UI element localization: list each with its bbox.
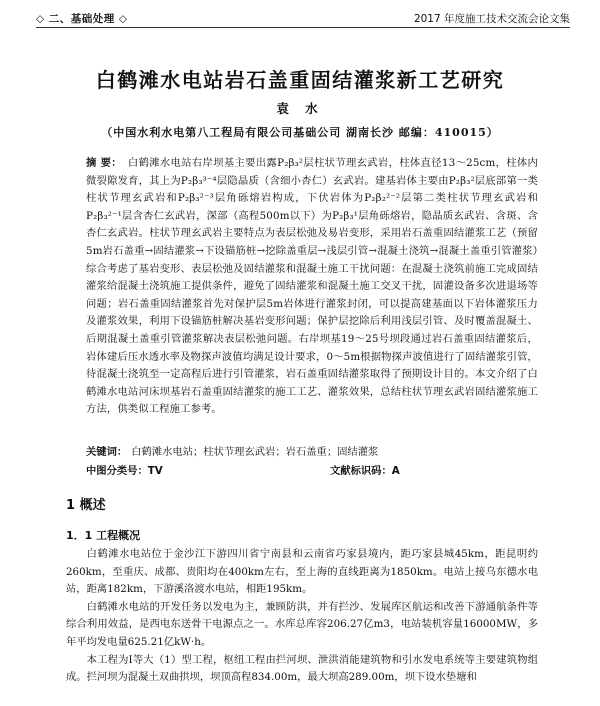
keywords (86, 443, 538, 458)
classification-line (86, 462, 538, 477)
keywords-text: 白鹤滩水电站；柱状节理玄武岩；岩石盖重；固结灌浆 (131, 446, 379, 458)
header-section-label: ◇ 二、基础处理 ◇ (36, 13, 128, 25)
document-code: 文献标识码：A (330, 465, 400, 477)
subsection-heading: 1．1 工程概况 (66, 529, 141, 542)
body-text (66, 546, 538, 687)
section-heading: 1 概述 (66, 498, 106, 513)
running-header (36, 9, 570, 28)
keywords-label: 关键词： (86, 446, 128, 458)
author: 袁 水 (276, 101, 324, 116)
clc-number: 中图分类号：TV (86, 465, 163, 477)
paper-title: 白鹤滩水电站岩石盖重固结灌浆新工艺研究 (95, 68, 505, 92)
header-proceedings-title: 2017 年度施工技术交流会论文集 (413, 13, 570, 25)
affiliation: （中国水利水电第八工程局有限公司基础公司 湖南长沙 邮编：410015） (101, 126, 499, 139)
paragraph: 白鹤滩水电站的开发任务以发电为主，兼顾防洪，并有拦沙、发展库区航运和改善下游通航条件等综合利用效益，是西电东送骨干电源点之一。水库总库容206.27亿m3，电站装机容量16000MW，多年平均发电量625.21亿kW·h。 (66, 600, 538, 648)
paragraph: 白鹤滩水电站位于金沙江下游四川省宁南县和云南省巧家县境内，距巧家县城45km，距昆明约260km，至重庆、成都、贵阳均在400km左右，至上海的直线距离为1850km。电站上接乌东德水电站，距离182km，下游溪洛渡水电站，相距195km。 (66, 548, 538, 596)
abstract-label: 摘 要： (86, 157, 122, 169)
abstract (86, 155, 538, 419)
abstract-text: 白鹤滩水电站右岸坝基主要出露P₂β₃²层柱状节理玄武岩，柱体直径13～25cm，柱体内微裂隙发育，其上为P₂β₃³⁻⁴层隐晶质（含细小杏仁）玄武岩。建基岩体主要由P₂β₃²层底部第一类柱状节理玄武岩和P₂β₃²⁻³层角砾熔岩构成，下伏岩体为P₂β₂²⁻²层第二类柱状节理玄武岩和P₂β₃²⁻¹层含杏仁玄武岩，深部（高程500m以下）为P₂β₃¹层角砾熔岩，隐晶质玄武岩、含斑、含杏仁玄武岩。柱状节理玄武岩主要特点为表层松弛及易岩变形，采用岩石盖重固结灌浆工艺（预留5m岩石盖重→固结灌浆→下设锚筋桩→挖除盖重层→浅层引管→混凝土浇筑→混凝土盖重引管灌浆）综合考虑了基岩变形、表层松弛及固结灌浆和混凝土施工干扰问题：在混凝土浇筑前施工完成固结灌浆给混凝土浇筑施工提供条件，避免了固结灌浆和混凝土施工交叉干扰，固灌设备多次进退场等问题；岩石盖重固结灌浆首先对保护层5m岩体进行灌浆封闭，可以提高建基面以下岩体灌浆压力及灌浆效果，利用下设锚筋桩解决基岩变形问题；保护层挖除后利用浅层引管、及时覆盖混凝土、后期混凝土盖重引管灌浆解决表层松弛问题。右岸坝基19～25号坝段通过岩石盖重固结灌浆后，岩体建后压水透水率及物探声波值均满足设计要求，0～5m根据物探声波值进行了固结灌浆引管，待混凝土浇筑至一定高程后进行引管灌浆，岩石盖重固结灌浆取得了预期设计目的。本文介绍了白鹤滩水电站河床坝基岩石盖重固结灌浆的施工工艺、灌浆效果，总结柱状节理玄武岩固结灌浆施工方法，供类似工程施工参考。 (86, 157, 539, 416)
paragraph: 本工程为Ⅰ等大（1）型工程，枢纽工程由拦河坝、泄洪消能建筑物和引水发电系统等主要建筑物组成。拦河坝为混凝土双曲拱坝，坝顶高程834.00m，最大坝高289.00m，坝下设水垫塘和 (66, 653, 538, 684)
